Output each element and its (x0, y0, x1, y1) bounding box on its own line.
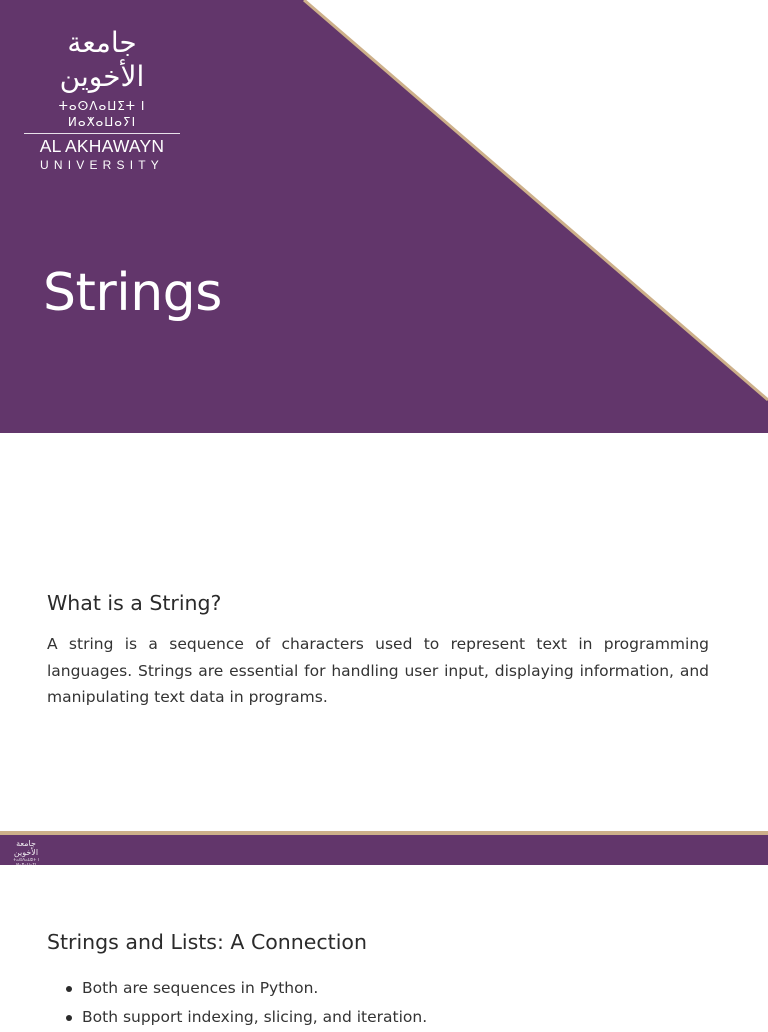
footer-logo (5, 839, 47, 872)
bullet-icon (66, 986, 72, 992)
title-banner (0, 0, 768, 433)
footer-logo-tifinagh: ⵜⴰⵙⴷⴰⵡⵉⵜ ⵏ ⵍⴰⵅⴰⵡⴰⵢⵏ (13, 857, 39, 867)
slide-footer-band (0, 831, 768, 872)
section-what-is-string (47, 589, 709, 711)
bullet-icon (66, 1015, 72, 1021)
section-heading: What is a String? (47, 591, 222, 615)
logo-arabic-text: جامعة الأخوين (59, 26, 145, 93)
list-item-text: Both support indexing, slicing, and iteration. (82, 1008, 428, 1026)
footer-logo-name: AL AKHAWAYN (9, 867, 43, 872)
footer-logo-arabic: جامعة الأخوين (13, 839, 39, 857)
logo-name-text: AL AKHAWAYN (39, 136, 165, 156)
logo-subtitle-text: UNIVERSITY (39, 158, 164, 172)
slide-title: Strings (43, 263, 222, 323)
university-logo (24, 26, 180, 173)
bullet-list (47, 974, 709, 1032)
logo-divider (24, 133, 180, 134)
section-body-text: A string is a sequence of characters used to represent text in programming languages. Strings are essential for handling user input, displaying information, and manipulating text data in programs. (47, 635, 709, 706)
footer-purple-bar (0, 835, 768, 872)
section-heading: Strings and Lists: A Connection (47, 930, 367, 954)
list-item (47, 1003, 709, 1032)
list-item-text: Both are sequences in Python. (82, 979, 319, 997)
section-strings-and-lists (47, 928, 709, 1032)
logo-tifinagh-text: ⵜⴰⵙⴷⴰⵡⵉⵜ ⵏ ⵍⴰⵅⴰⵡⴰⵢⵏ (58, 99, 146, 129)
list-item (47, 974, 709, 1003)
